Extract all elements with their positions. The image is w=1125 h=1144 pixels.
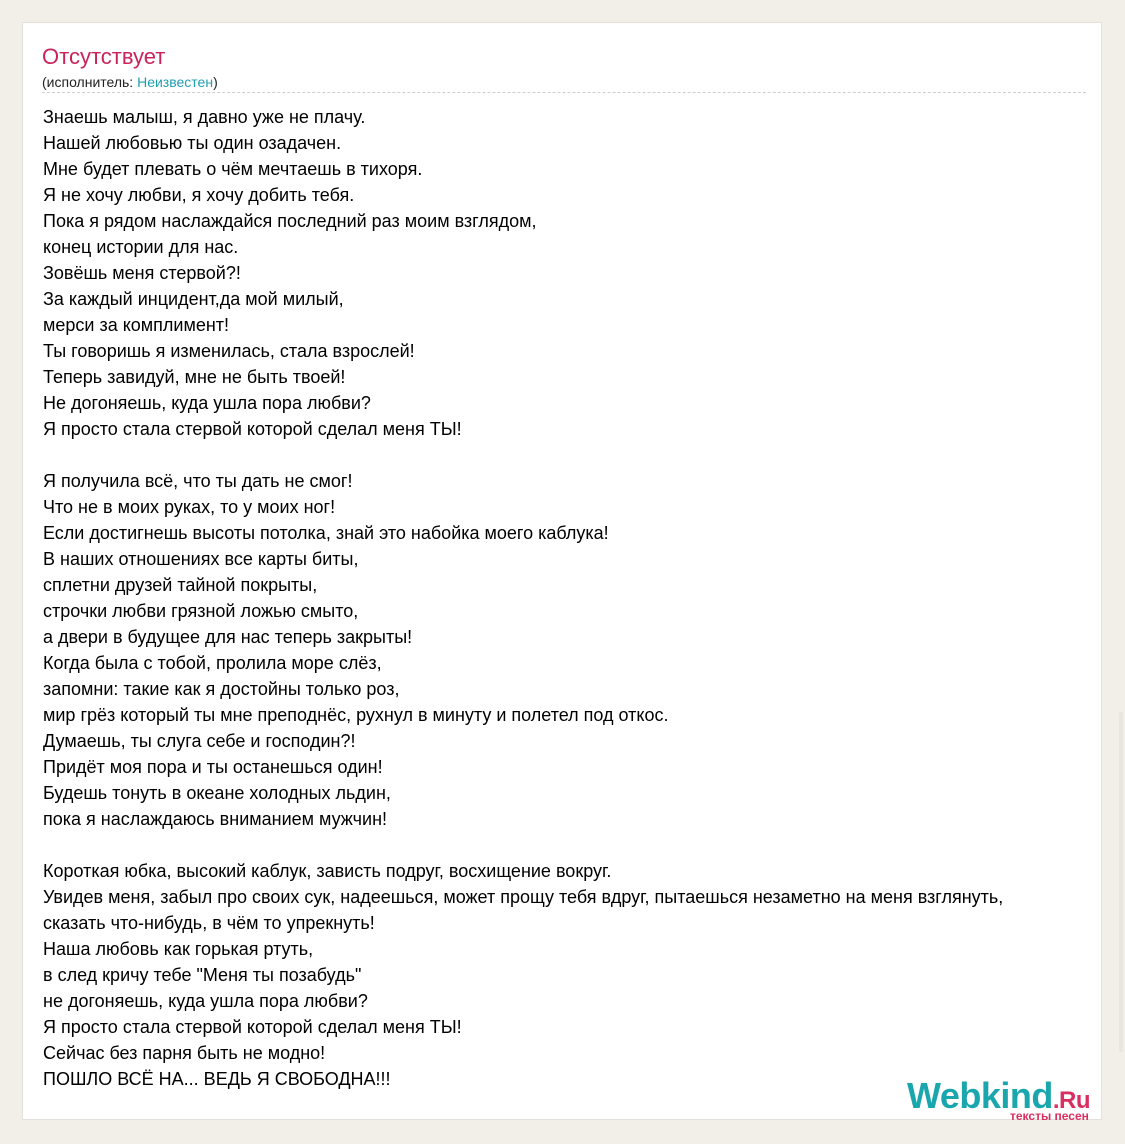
logo-main-text: Webkind [907,1075,1053,1116]
stanza-gap [43,442,1125,468]
lyric-line: мир грёз который ты мне преподнёс, рухнул в минуту и полетел под откос. [43,705,669,725]
lyric-line: Ты говоришь я изменилась, стала взрослей! [43,341,415,361]
lyric-line: Будешь тонуть в океане холодных льдин, [43,783,391,803]
webkind-logo[interactable] [907,1075,1102,1123]
lyric-line: За каждый инцидент,да мой милый, [43,289,344,309]
lyric-line: конец истории для нас. [43,237,239,257]
lyric-line: В наших отношениях все карты биты, [43,549,359,569]
lyric-line: сказать что-нибудь, в чём то упрекнуть! [43,913,375,933]
lyric-line: Я не хочу любви, я хочу добить тебя. [43,185,355,205]
lyrics-body [43,104,1125,1092]
lyric-line: а двери в будущее для нас теперь закрыты! [43,627,413,647]
lyric-line: сплетни друзей тайной покрыты, [43,575,318,595]
lyric-line: Когда была с тобой, пролила море слёз, [43,653,382,673]
lyric-line: Короткая юбка, высокий каблук, зависть подруг, восхищение вокруг. [43,861,612,881]
lyric-line: Мне будет плевать о чём мечтаешь в тихоря. [43,159,423,179]
lyric-line: Я просто стала стервой которой сделал меня ТЫ! [43,1017,462,1037]
artist-line [42,73,218,91]
lyric-line: Если достигнешь высоты потолка, знай это набойка моего каблука! [43,523,609,543]
lyric-line: не догоняешь, куда ушла пора любви? [43,991,368,1011]
artist-prefix: (исполнитель: [42,74,138,90]
lyric-line: мерси за комплимент! [43,315,230,335]
lyric-line: Я получила всё, что ты дать не смог! [43,471,353,491]
lyric-line: Что не в моих руках, то у моих ног! [43,497,336,517]
stanza-gap [43,832,1125,858]
divider [42,92,1086,93]
lyric-line: Не догоняешь, куда ушла пора любви? [43,393,371,413]
artist-link[interactable]: Неизвестен [137,74,214,90]
lyric-line: Теперь завидуй, мне не быть твоей! [43,367,346,387]
lyric-line: Придёт моя пора и ты останешься один! [43,757,383,777]
lyric-line: Наша любовь как горькая ртуть, [43,939,314,959]
lyric-line: Нашей любовью ты один озадачен. [43,133,342,153]
lyric-line: пока я наслаждаюсь вниманием мужчин! [43,809,388,829]
lyric-line: Сейчас без парня быть не модно! [43,1043,326,1063]
song-title: Отсутствует [42,44,166,69]
lyric-line: Знаешь малыш, я давно уже не плачу. [43,107,366,127]
logo-ru-suffix: .Ru [1052,1087,1091,1114]
lyric-line: Думаешь, ты слуга себе и господин?! [43,731,356,751]
lyric-line: Я просто стала стервой которой сделал меня ТЫ! [43,419,462,439]
lyric-line: Увидев меня, забыл про своих сук, надеешься, может прощу тебя вдруг, пытаешься незаметно на меня взглянуть, [43,887,1004,907]
lyric-line: ПОШЛО ВСЁ НА... ВЕДЬ Я СВОБОДНА!!! [43,1069,391,1089]
lyric-line: Пока я рядом наслаждайся последний раз моим взглядом, [43,211,537,231]
artist-suffix: ) [213,74,218,90]
lyric-line: Зовёшь меня стервой?! [43,263,241,283]
logo-tagline: тексты песен [1010,1109,1089,1123]
lyric-line: в след кричу тебе "Меня ты позабудь" [43,965,362,985]
lyric-line: строчки любви грязной ложью смыто, [43,601,359,621]
lyric-line: запомни: такие как я достойны только роз, [43,679,400,699]
